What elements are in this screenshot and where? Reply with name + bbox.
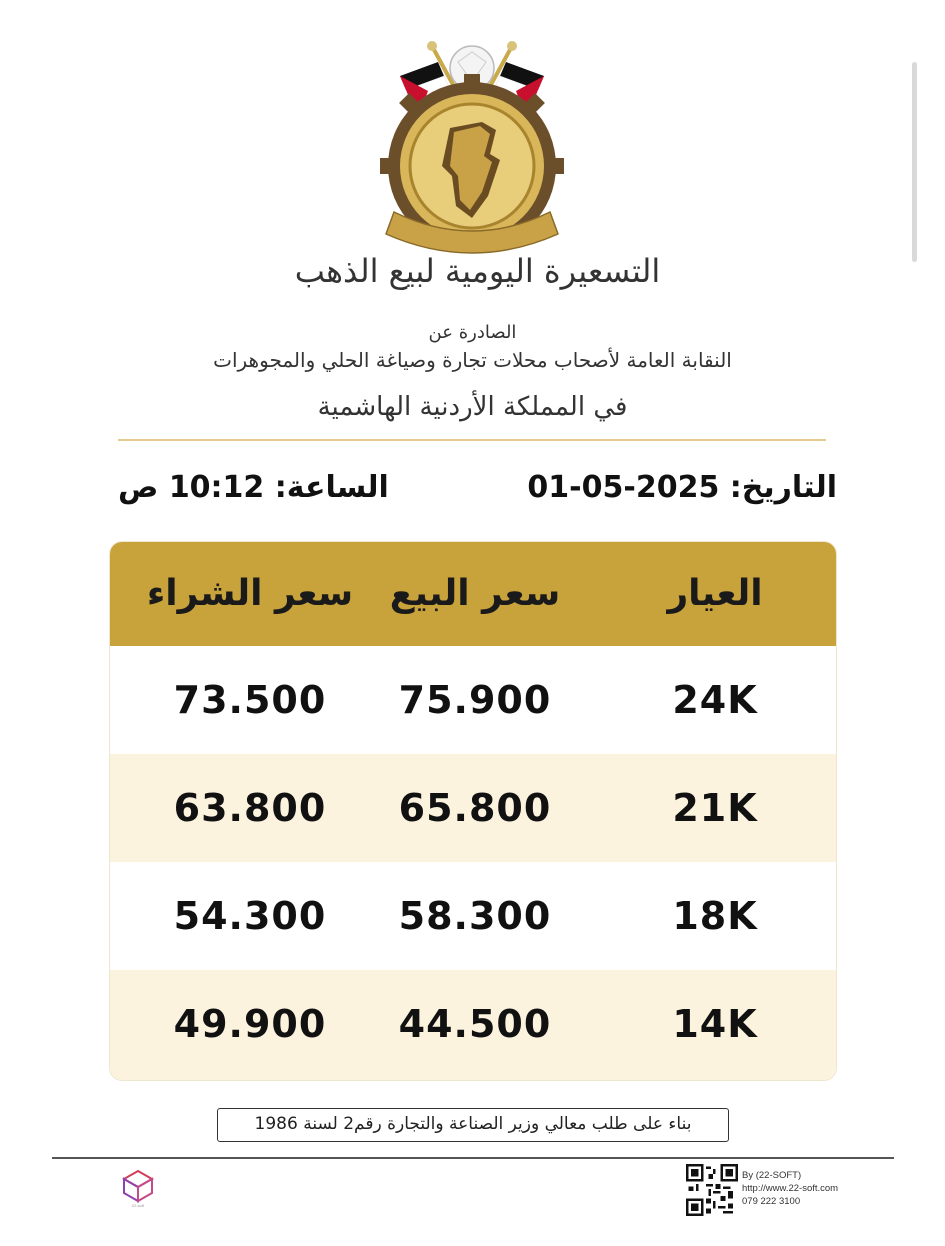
table-row	[110, 754, 836, 862]
kingdom-name: في المملكة الأردنية الهاشمية	[317, 392, 628, 422]
issued-by-label: الصادرة عن	[428, 322, 517, 343]
time-row	[118, 470, 389, 505]
table-row	[110, 862, 836, 970]
header-karat: العيار	[667, 573, 763, 614]
scrollbar-thumb[interactable]	[912, 62, 917, 262]
karat-cell: 18K	[672, 894, 758, 938]
buy-price-cell: 73.500	[173, 678, 327, 722]
karat-cell: 21K	[672, 786, 758, 830]
buy-price-cell: 49.900	[173, 1002, 327, 1046]
time-label: الساعة:	[274, 470, 389, 505]
union-emblem-logo	[372, 36, 572, 256]
qr-code-icon	[686, 1164, 738, 1216]
table-row	[110, 970, 836, 1080]
time-suffix: ص	[118, 470, 159, 505]
sell-price-cell: 44.500	[398, 1002, 552, 1046]
developer-url[interactable]: http://www.22-soft.com	[742, 1183, 839, 1194]
date-value: 01-05-2025	[527, 470, 720, 505]
sell-price-cell: 65.800	[398, 786, 552, 830]
karat-cell: 24K	[672, 678, 758, 722]
footer-divider	[52, 1157, 894, 1159]
table-row	[110, 646, 836, 754]
header-sell-price: سعر البيع	[389, 573, 561, 614]
union-name: النقابة العامة لأصحاب محلات تجارة وصياغة الحلي والمجوهرات	[213, 348, 732, 372]
buy-price-cell: 54.300	[173, 894, 327, 938]
header-buy-price: سعر الشراء	[146, 573, 354, 614]
ministry-note: بناء على طلب معالي وزير الصناعة والتجارة رقم2 لسنة 1986	[217, 1108, 729, 1142]
buy-price-cell: 63.800	[173, 786, 327, 830]
developer-phone: 079 222 3100	[742, 1196, 801, 1207]
karat-cell: 14K	[672, 1002, 758, 1046]
table-header	[110, 542, 836, 646]
developer-credit	[742, 1169, 838, 1208]
cube-logo-icon	[120, 1168, 156, 1208]
date-row	[527, 470, 837, 505]
page-title: التسعيرة اليومية لبيع الذهب	[294, 252, 661, 290]
cube-caption: 22-soft	[131, 1203, 145, 1208]
sell-price-cell: 75.900	[398, 678, 552, 722]
gold-price-table	[110, 542, 836, 1080]
date-label: التاريخ:	[729, 470, 837, 505]
sell-price-cell: 58.300	[398, 894, 552, 938]
header-separator	[118, 439, 826, 441]
time-value: 10:12	[168, 470, 265, 505]
developer-name: By (22-SOFT)	[742, 1170, 802, 1181]
